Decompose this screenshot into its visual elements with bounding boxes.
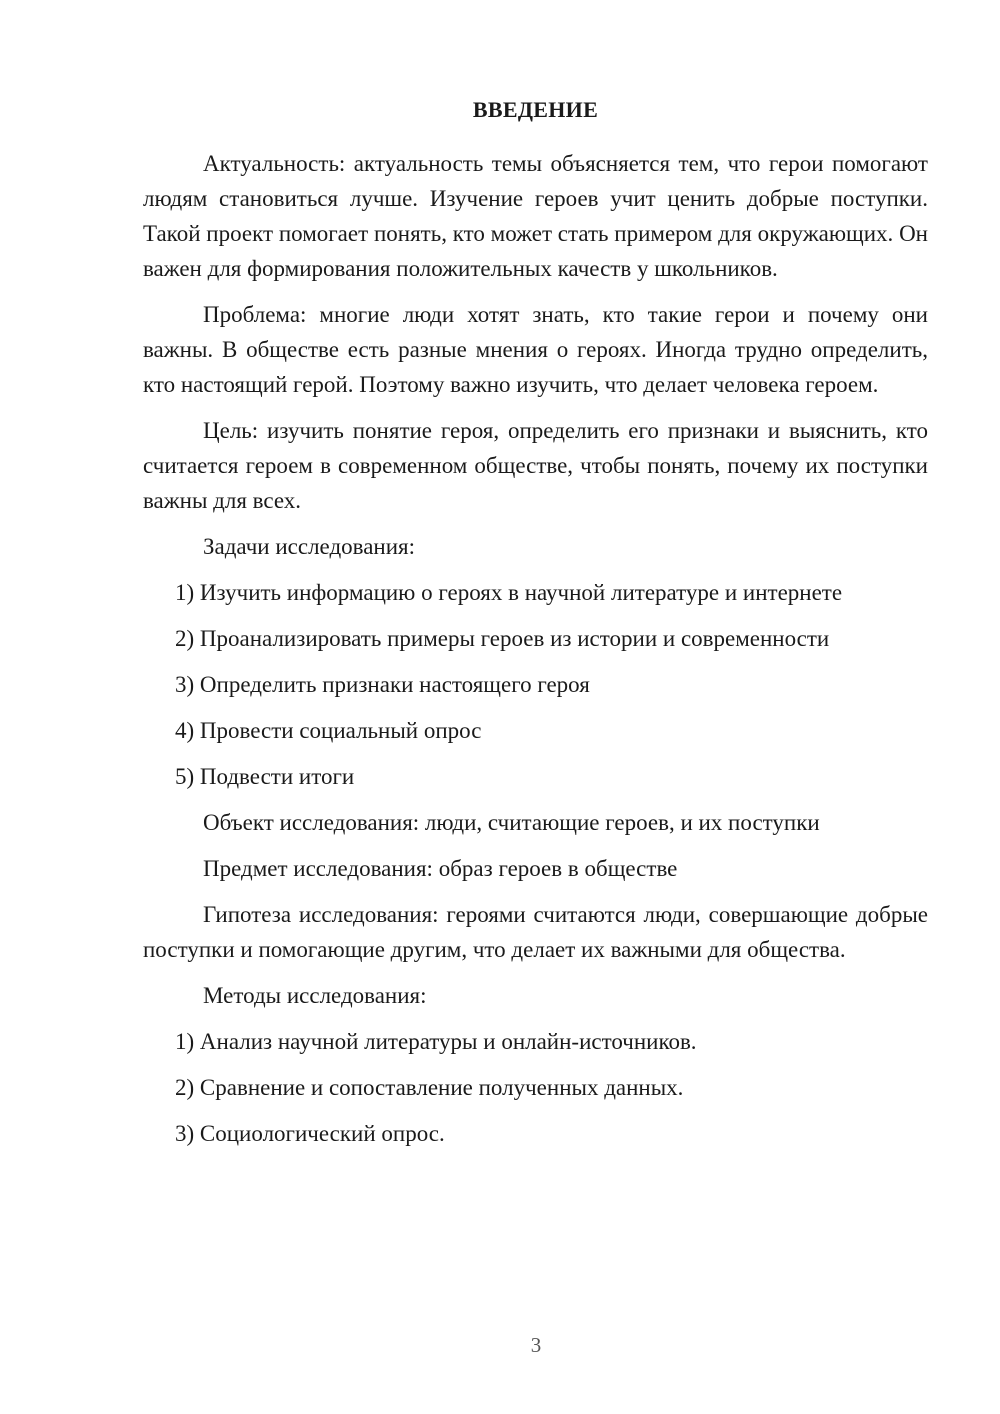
tasks-heading: Задачи исследования: <box>203 534 416 559</box>
methods-heading: Методы исследования: <box>203 983 427 1008</box>
document-page <box>143 92 928 1162</box>
relevance-paragraph: Актуальность: актуальность темы объясняется тем, что герои помогают людям становиться лучше. Изучение героев учит ценить добрые поступки. Такой проект помогает понять, кто может стать примером для окружающих. Он важен для формирования положительных качеств у школьников. <box>143 151 928 281</box>
object-line: Объект исследования: люди, считающие героев, и их поступки <box>203 810 820 835</box>
list-item: 1) Анализ научной литературы и онлайн-источников. <box>175 1029 697 1054</box>
list-item: 5) Подвести итоги <box>175 764 355 789</box>
list-item: 4) Провести социальный опрос <box>175 718 482 743</box>
page-number: 3 <box>530 1333 542 1357</box>
problem-paragraph: Проблема: многие люди хотят знать, кто такие герои и почему они важны. В обществе есть разные мнения о героях. Иногда трудно определить, кто настоящий герой. Поэтому важно изучить, что делает человека героем. <box>143 302 928 397</box>
list-item: 2) Проанализировать примеры героев из истории и современности <box>175 626 830 651</box>
list-item: 3) Определить признаки настоящего героя <box>175 672 590 697</box>
list-item: 1) Изучить информацию о героях в научной литературе и интернете <box>175 580 843 605</box>
list-item: 3) Социологический опрос. <box>175 1121 445 1146</box>
hypothesis-paragraph: Гипотеза исследования: героями считаются люди, совершающие добрые поступки и помогающие другим, что делает их важными для общества. <box>143 902 928 962</box>
page-title: ВВЕДЕНИЕ <box>472 97 599 122</box>
methods-list <box>143 1024 928 1151</box>
tasks-list <box>143 575 928 794</box>
subject-line: Предмет исследования: образ героев в обществе <box>203 856 678 881</box>
goal-paragraph: Цель: изучить понятие героя, определить его признаки и выяснить, кто считается героем в современном обществе, чтобы понять, почему их поступки важны для всех. <box>143 418 928 513</box>
list-item: 2) Сравнение и сопоставление полученных данных. <box>175 1075 684 1100</box>
